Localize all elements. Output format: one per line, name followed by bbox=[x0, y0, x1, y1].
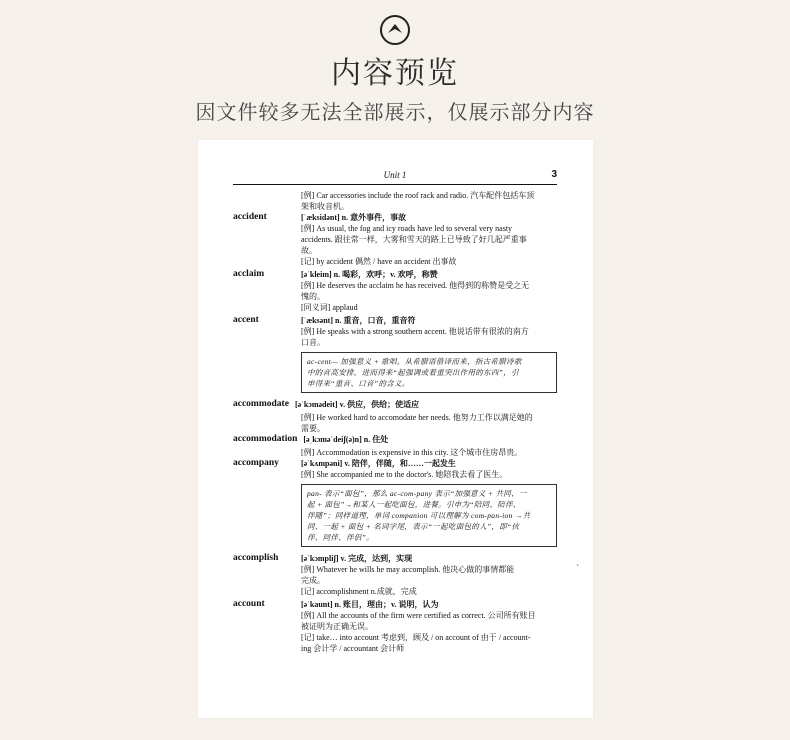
headword: accomplish bbox=[233, 553, 279, 563]
entry-line: [记] by accident 偶然 / have an accident 出事故 bbox=[301, 257, 457, 266]
dictionary-page bbox=[233, 170, 557, 656]
etymology-line: 起 + 面包”→和某人一起吃面包，进餐。引申为“陪同、陪伴、 bbox=[307, 500, 521, 509]
pronunciation-definition: [əˈkleim] n. 喝彩，欢呼；v. 欢呼，称赞 bbox=[301, 270, 438, 279]
dictionary-entry bbox=[233, 399, 557, 410]
page-number: 3 bbox=[551, 169, 557, 180]
dictionary-entry bbox=[233, 599, 557, 654]
etymology-line: pan- 表示“面包”，那么 ac-com-pany 表示“加强意义 + 共同、一 bbox=[307, 489, 527, 498]
entry-line: 需要。 bbox=[301, 424, 325, 433]
dictionary-entry bbox=[233, 269, 557, 313]
entry-line: [例] Accommodation is expensive in this city. 这个城市住房昂贵。 bbox=[301, 448, 523, 457]
etymology-box bbox=[301, 352, 557, 393]
etymology-line: 同、一起 + 面包 + 名词字尾，表示“一起吃面包的人”，即“伙 bbox=[307, 522, 520, 531]
headword: accommodate bbox=[233, 399, 289, 409]
entry-body bbox=[301, 212, 557, 267]
headword: accommodation bbox=[233, 434, 298, 444]
entry-body bbox=[301, 315, 557, 348]
page-subtitle: 因文件较多无法全部展示，仅展示部分内容 bbox=[195, 100, 595, 124]
entry-body bbox=[303, 434, 557, 445]
entry-line: [记] accomplishment n.成就，完成 bbox=[301, 587, 417, 596]
dictionary-entry bbox=[233, 553, 557, 597]
entry-body bbox=[301, 553, 557, 597]
document-preview bbox=[198, 140, 593, 718]
pronunciation-definition: [ˈæksənt] n. 重音，口音，重音符 bbox=[301, 316, 416, 325]
dictionary-entry bbox=[233, 315, 557, 348]
dictionary-entry bbox=[233, 458, 557, 480]
entry-line: [例] He worked hard to accomodate her needs. 他努力工作以满足她的 bbox=[301, 413, 533, 422]
etymology-line: ac-cent— 加强意义 + 歌唱，从希腊语借译而来，指古希腊诗歌 bbox=[307, 357, 522, 366]
entry-list bbox=[233, 190, 557, 654]
etymology-line: 中的音高安排，进而得来“起强调或着重突出作用的东西”，引 bbox=[307, 368, 519, 377]
pronunciation-definition: [əˈkɔmpliʃ] v. 完成，达到，实现 bbox=[301, 554, 413, 563]
pronunciation-definition: [əˈkaunt] n. 账目，理由；v. 说明，认为 bbox=[301, 600, 439, 609]
pronunciation-definition: [əˈkɔmədeit] v. 供应，供给；使适应 bbox=[294, 400, 420, 409]
dictionary-entry bbox=[233, 434, 557, 445]
pronunciation-definition: [əˌkɔməˈdeiʃ(ə)n] n. 住处 bbox=[303, 435, 389, 444]
headword: acclaim bbox=[233, 269, 265, 279]
entry-line: [记] take… into account 考虑到，顾及 / on account of 由于 / account- bbox=[301, 633, 531, 642]
running-head-title: Unit 1 bbox=[383, 170, 407, 180]
example-line: 架和收音机。 bbox=[301, 202, 349, 211]
etymology-line: 伴随”；同样道理，单词 companion 可以理解为 com-pan-ion →共 bbox=[307, 511, 531, 520]
entry-line: accidents. 跟往常一样，大雾和雪天的路上已导致了好几起严重事 bbox=[301, 235, 527, 244]
entry-line: 愧的。 bbox=[301, 292, 325, 301]
entry-line: 完成。 bbox=[301, 576, 325, 585]
headword: accident bbox=[233, 212, 267, 222]
entry-body bbox=[301, 458, 557, 480]
etymology-line: 申得来“重音、口音”的含义。 bbox=[307, 379, 410, 388]
etymology-line: 伴、同伴、伴侣”。 bbox=[307, 533, 374, 542]
entry-line: [例] He speaks with a strong southern accent. 他说话带有很浓的南方 bbox=[301, 327, 529, 336]
entry-line: 被证明为正确无误。 bbox=[301, 622, 373, 631]
entry-line: [例] She accompanied me to the doctor's. 她陪我去看了医生。 bbox=[301, 470, 508, 479]
headword: accompany bbox=[233, 458, 279, 468]
chevron-up-circle-icon bbox=[379, 14, 411, 46]
entry-line: [例] Whatever he wills he may accomplish. 他决心做的事情都能 bbox=[301, 565, 515, 574]
entry-line: [例] All the accounts of the firm were certified as correct. 公司所有账目 bbox=[301, 611, 536, 620]
entry-line: [同义词] applaud bbox=[301, 303, 358, 312]
entry-line: [例] As usual, the fog and icy roads have led to several very nasty bbox=[301, 224, 513, 233]
entry-line: ing 会计学 / accountant 会计师 bbox=[301, 644, 405, 653]
entry-continuation bbox=[301, 412, 557, 434]
running-head bbox=[233, 170, 557, 185]
pronunciation-definition: [əˈkʌmpəni] v. 陪伴，伴随，和……一起发生 bbox=[301, 459, 456, 468]
dictionary-entry bbox=[233, 212, 557, 267]
entry-body bbox=[301, 599, 557, 654]
entry-body bbox=[301, 269, 557, 313]
entry-line: 故。 bbox=[301, 246, 317, 255]
page-title: 内容预览 bbox=[331, 56, 459, 91]
headword: account bbox=[233, 599, 265, 609]
continued-example bbox=[233, 190, 557, 212]
entry-body bbox=[295, 399, 557, 410]
headword: accent bbox=[233, 315, 259, 325]
pronunciation-definition: [ˈæksidənt] n. 意外事件，事故 bbox=[301, 213, 407, 222]
entry-line: 口音。 bbox=[301, 338, 325, 347]
entry-continuation bbox=[301, 447, 557, 458]
example-line: [例] Car accessories include the roof rack and radio. 汽车配件包括车顶 bbox=[301, 191, 535, 200]
page-mark: ` bbox=[576, 564, 580, 573]
entry-line: [例] He deserves the acclaim he has received. 他得到的称赞是受之无 bbox=[301, 281, 530, 290]
etymology-box bbox=[301, 484, 557, 547]
